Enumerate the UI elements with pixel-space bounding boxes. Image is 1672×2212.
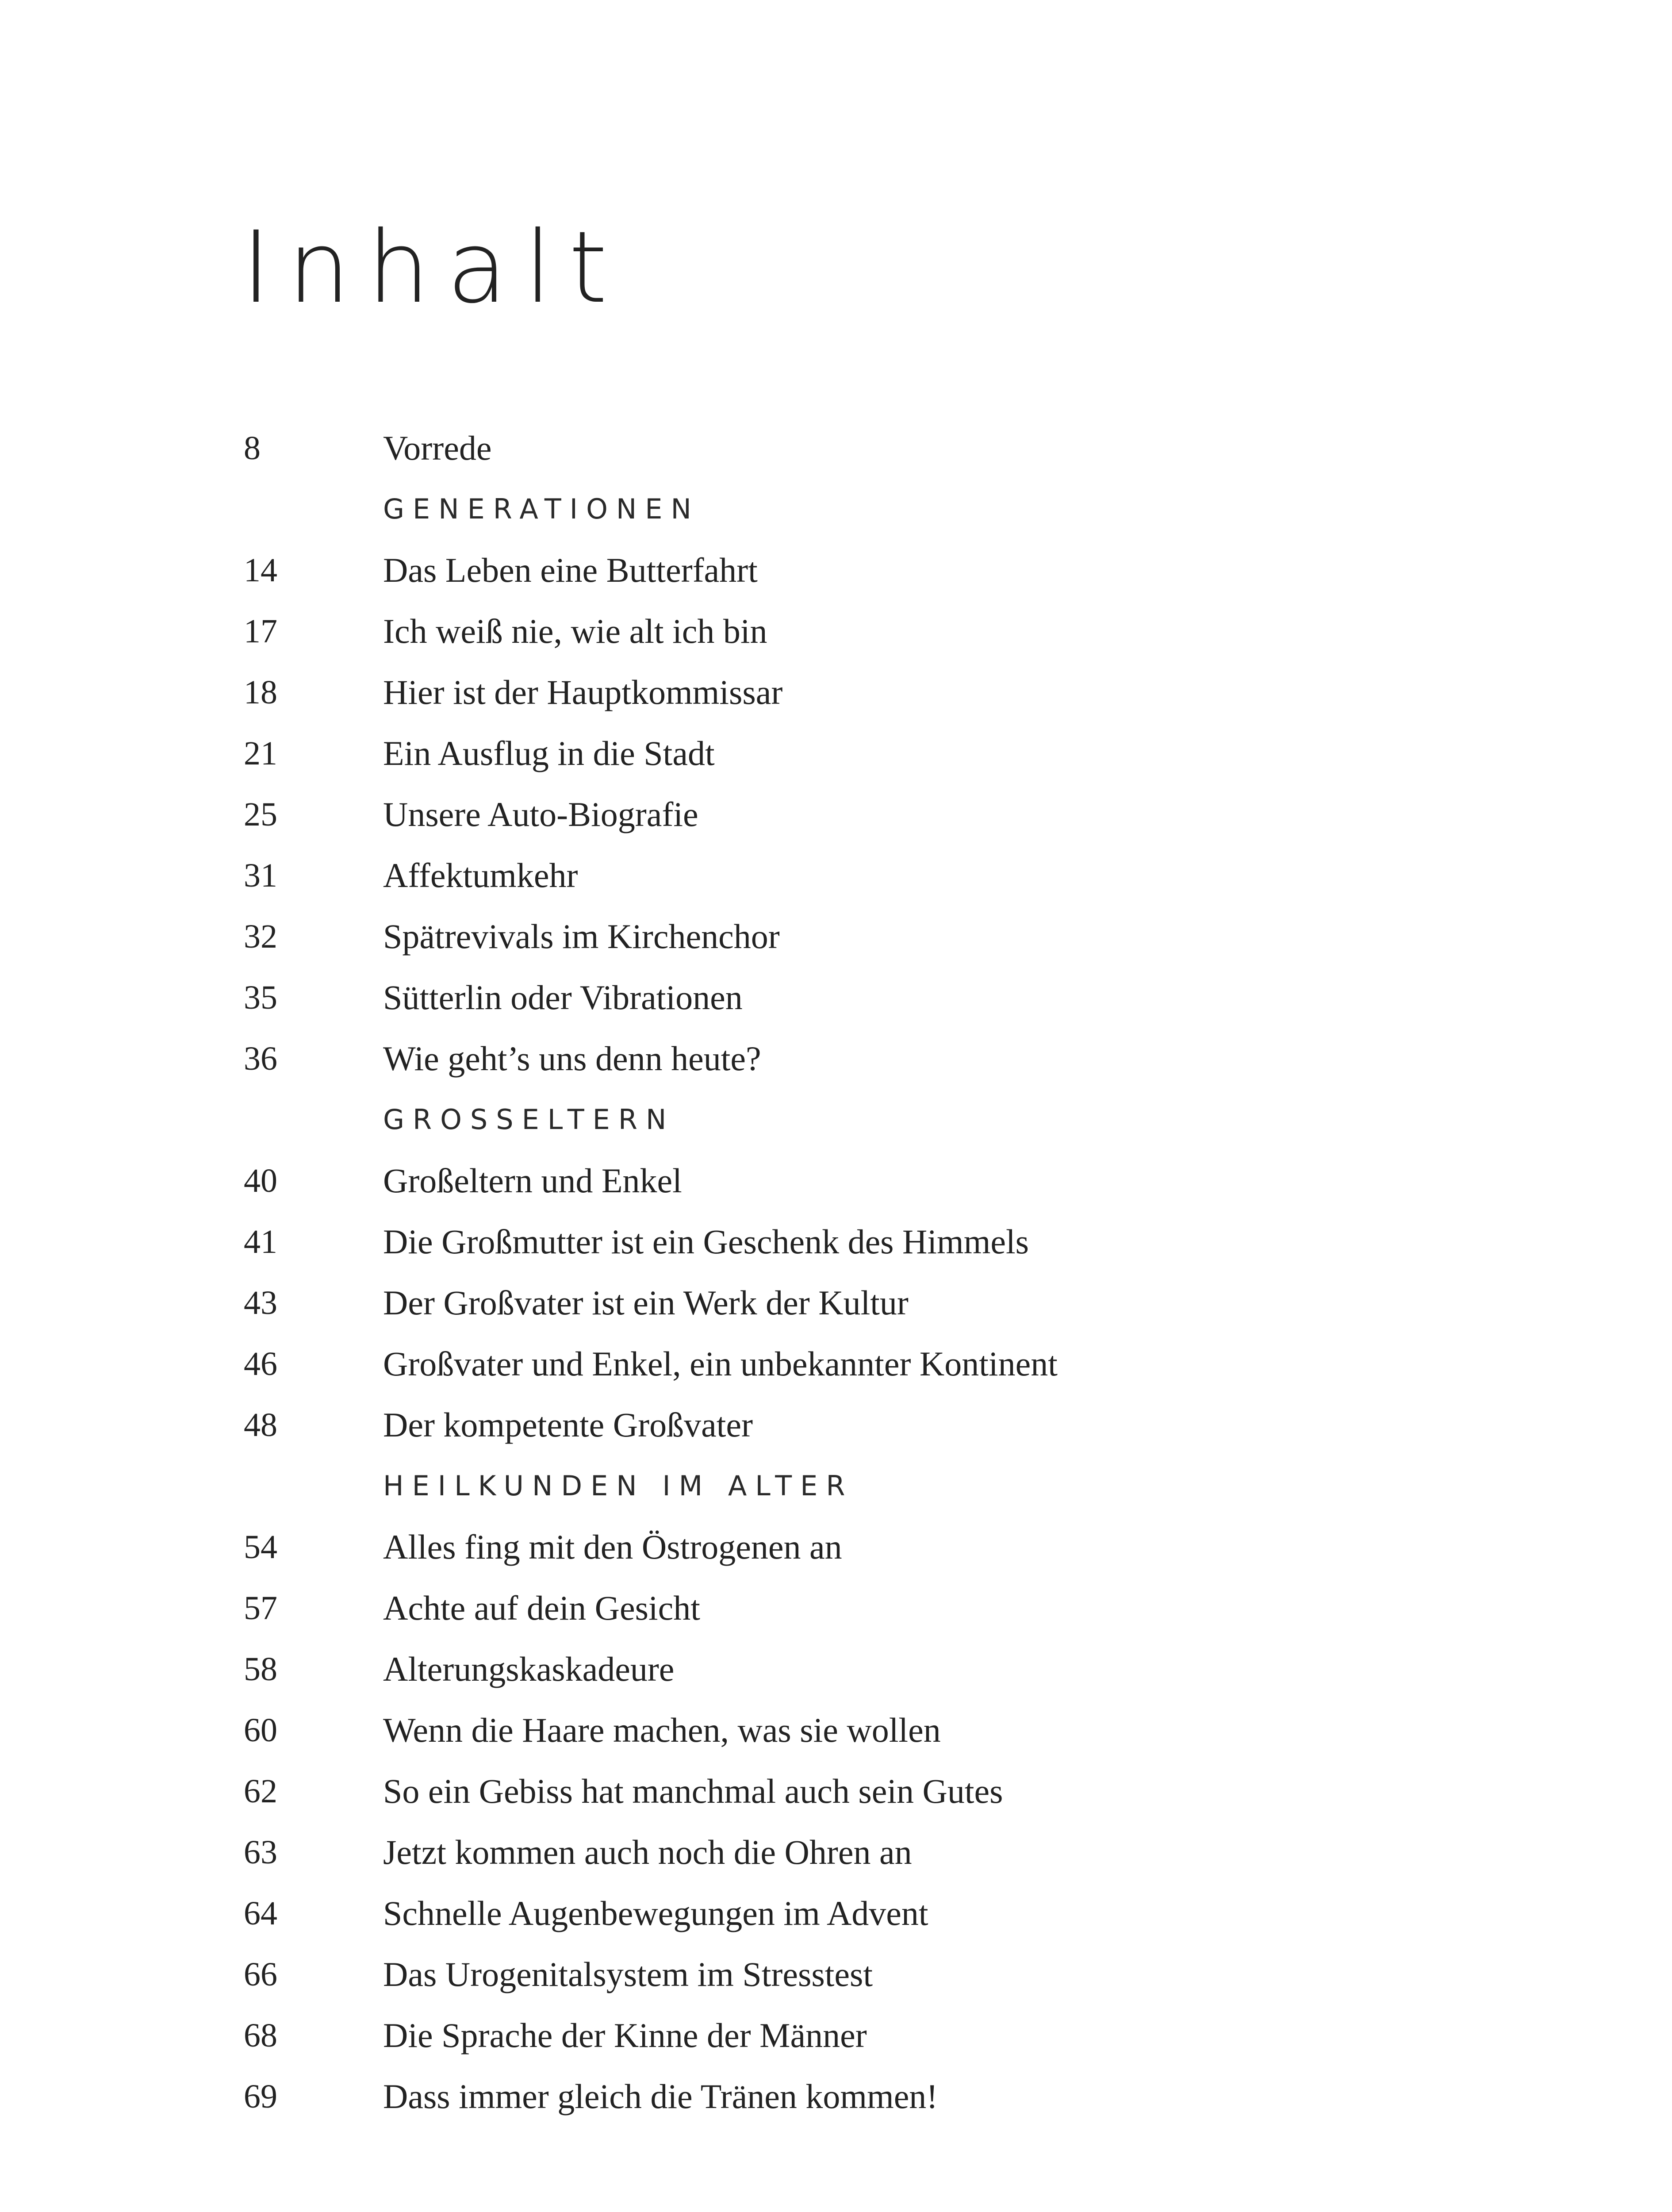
toc-entry-title: Das Urogenitalsystem im Stresstest: [383, 1955, 873, 1993]
toc-entry-title: Die Großmutter ist ein Geschenk des Himmels: [383, 1222, 1029, 1261]
toc-entry-title: Dass immer gleich die Tränen kommen!: [383, 2077, 938, 2116]
toc-section-heading: GROSSELTERN: [383, 1103, 675, 1136]
toc-entry-row: [0, 2066, 1672, 2127]
toc-entry-row: [0, 540, 1672, 601]
toc-page-number: 54: [244, 1528, 277, 1566]
toc-entry-row: [0, 1211, 1672, 1272]
toc-entry-row: [0, 1944, 1672, 2005]
toc-entry-title: Die Sprache der Kinne der Männer: [383, 2016, 867, 2055]
toc-page-number: 58: [244, 1651, 277, 1688]
toc-page-number: 41: [244, 1223, 277, 1260]
toc-page-number: 64: [244, 1895, 277, 1932]
toc-entry-title: Alterungskaskadeure: [383, 1650, 675, 1688]
toc-entry-row: [0, 1517, 1672, 1578]
toc-entry-title: Alles fing mit den Östrogenen an: [383, 1528, 842, 1566]
toc-entry-title: Wenn die Haare machen, was sie wollen: [383, 1711, 941, 1749]
toc-entry-row: [0, 1272, 1672, 1333]
toc-entry-row: [0, 1394, 1672, 1455]
toc-entry-title: Schnelle Augenbewegungen im Advent: [383, 1894, 928, 1932]
toc-entry-title: Der kompetente Großvater: [383, 1406, 753, 1444]
page-title: Inhalt: [242, 210, 625, 325]
toc-entry-row: [0, 723, 1672, 784]
toc-section-row: [0, 1089, 1672, 1150]
toc-entry-row: [0, 1333, 1672, 1394]
toc-entry-row: [0, 1883, 1672, 1944]
toc-section-heading: HEILKUNDEN IM ALTER: [383, 1470, 854, 1502]
toc-entry-row: [0, 1150, 1672, 1211]
toc-entry-row: [0, 784, 1672, 845]
toc-entry-title: Großvater und Enkel, ein unbekannter Kontinent: [383, 1344, 1058, 1383]
toc-entry-title: Ein Ausflug in die Stadt: [383, 734, 715, 772]
toc-page-number: 48: [244, 1406, 277, 1444]
toc-page-number: 35: [244, 979, 277, 1016]
toc-entry-title: Hier ist der Hauptkommissar: [383, 673, 783, 711]
toc-entry-row: [0, 1639, 1672, 1700]
toc-entry-row: [0, 418, 1672, 479]
toc-page-number: 32: [244, 918, 277, 955]
toc-entry-title: Vorrede: [383, 429, 492, 467]
toc-entry-title: Wie geht’s uns denn heute?: [383, 1039, 761, 1078]
toc-page-number: 8: [244, 430, 261, 467]
toc-page-number: 36: [244, 1040, 277, 1077]
toc-entry-row: [0, 845, 1672, 906]
toc-page-number: 25: [244, 796, 277, 833]
toc-entry-row: [0, 662, 1672, 723]
toc-entry-row: [0, 1578, 1672, 1639]
toc-entry-row: [0, 601, 1672, 662]
toc-page-number: 60: [244, 1712, 277, 1749]
toc-section-heading: GENERATIONEN: [383, 493, 700, 525]
toc-page-number: 40: [244, 1162, 277, 1199]
toc-page-number: 57: [244, 1590, 277, 1627]
toc-section-row: [0, 479, 1672, 540]
toc-entry-title: Das Leben eine Butterfahrt: [383, 551, 758, 589]
toc-page-number: 63: [244, 1834, 277, 1871]
toc-entry-title: Spätrevivals im Kirchenchor: [383, 917, 780, 956]
toc-entry-title: Ich weiß nie, wie alt ich bin: [383, 612, 767, 650]
toc-entry-title: Großeltern und Enkel: [383, 1161, 682, 1200]
toc-section-row: [0, 1455, 1672, 1517]
toc-page-number: 46: [244, 1345, 277, 1382]
toc-page-number: 68: [244, 2017, 277, 2054]
toc-entry-title: Sütterlin oder Vibrationen: [383, 978, 743, 1017]
toc-entry-row: [0, 1761, 1672, 1822]
toc-entry-row: [0, 1822, 1672, 1883]
toc-page-number: 17: [244, 613, 277, 650]
toc-page-number: 14: [244, 552, 277, 589]
toc-entry-title: Achte auf dein Gesicht: [383, 1589, 700, 1627]
toc-page-number: 66: [244, 1956, 277, 1993]
toc-entry-row: [0, 1700, 1672, 1761]
table-of-contents: [0, 418, 1672, 2127]
toc-page-number: 21: [244, 735, 277, 772]
toc-page-number: 31: [244, 857, 277, 894]
toc-page-number: 43: [244, 1284, 277, 1321]
toc-page-number: 18: [244, 674, 277, 711]
toc-entry-row: [0, 906, 1672, 967]
toc-page-number: 62: [244, 1773, 277, 1810]
toc-entry-title: So ein Gebiss hat manchmal auch sein Gutes: [383, 1772, 1003, 1810]
toc-page-number: 69: [244, 2078, 277, 2115]
toc-entry-title: Affektumkehr: [383, 856, 578, 895]
toc-entry-row: [0, 1028, 1672, 1089]
toc-entry-row: [0, 2005, 1672, 2066]
toc-entry-title: Der Großvater ist ein Werk der Kultur: [383, 1283, 909, 1322]
toc-entry-row: [0, 967, 1672, 1028]
toc-entry-title: Unsere Auto-Biografie: [383, 795, 698, 833]
toc-entry-title: Jetzt kommen auch noch die Ohren an: [383, 1833, 912, 1871]
